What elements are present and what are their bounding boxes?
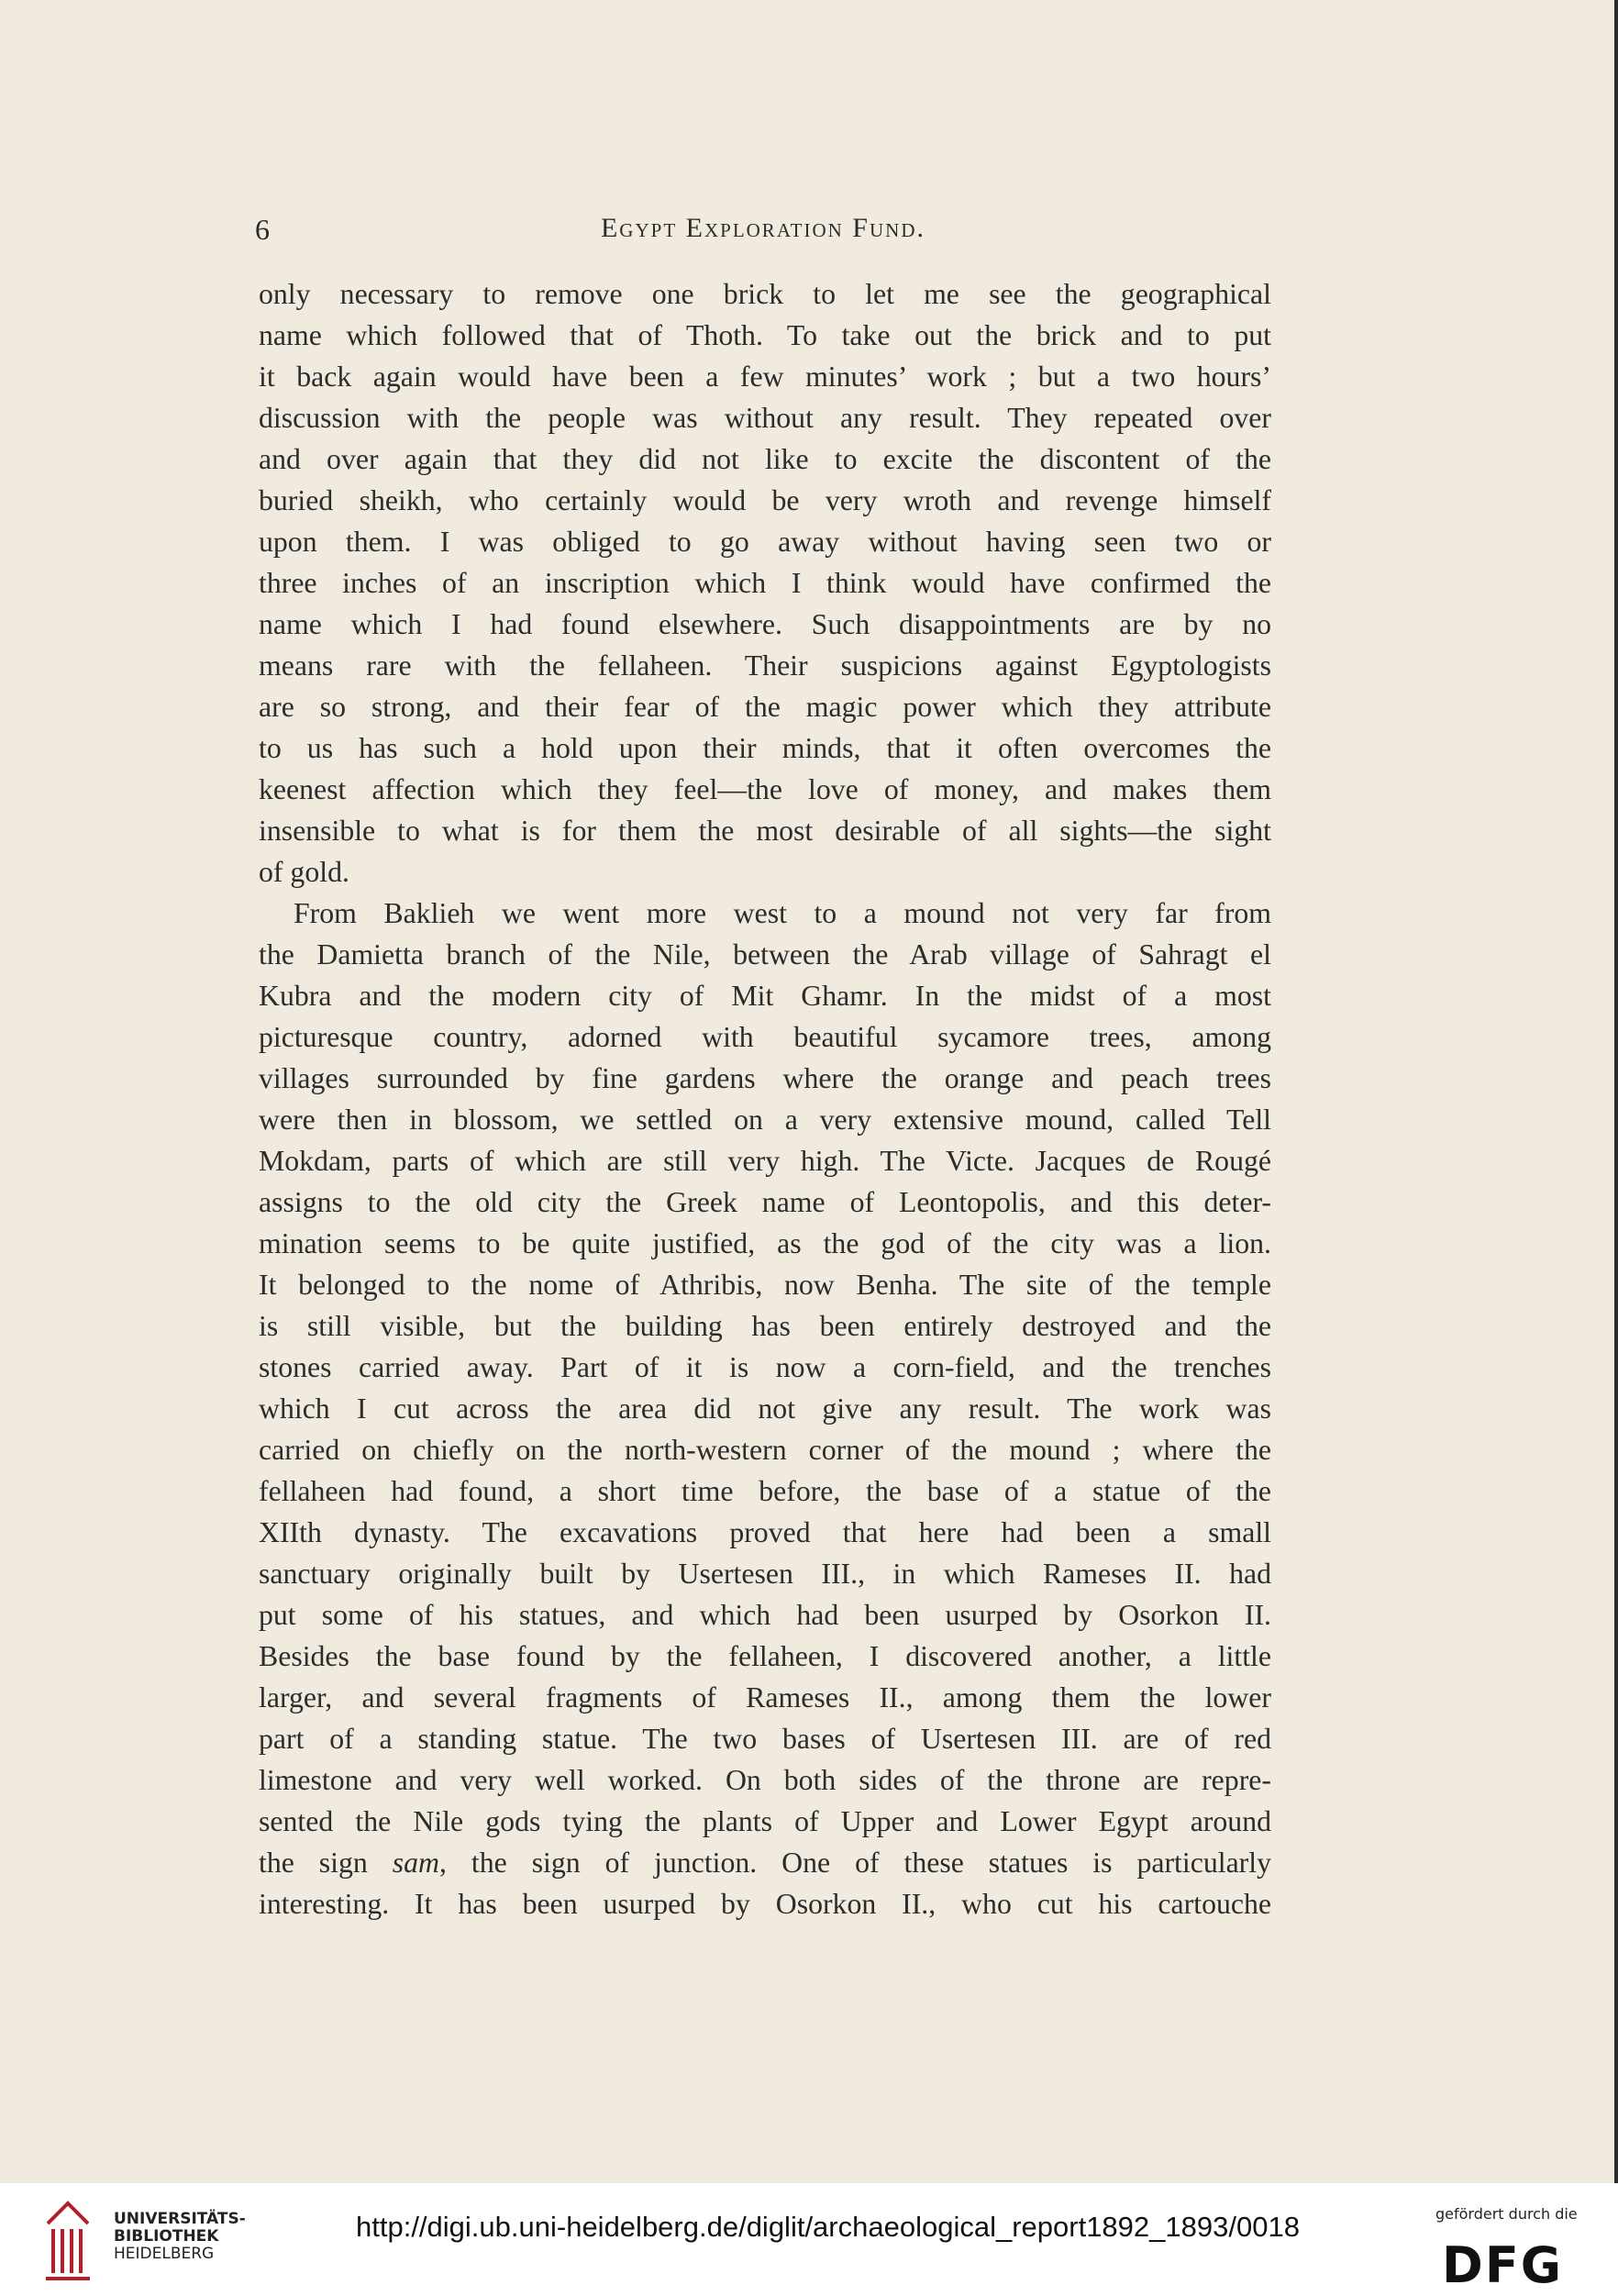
text-line: the Damietta branch of the Nile, between the Arab village of Sahragt el [259, 938, 1271, 971]
text-line: picturesque country, adorned with beautiful sycamore trees, among [259, 1021, 1271, 1053]
text-line: name which I had found elsewhere. Such disappointments are by no [259, 608, 1271, 640]
text-line: to us has such a hold upon their minds, that it often overcomes the [259, 732, 1271, 764]
text-line: mination seems to be quite justified, as the god of the city was a lion. [259, 1227, 1271, 1259]
text-line [259, 1842, 1271, 1883]
text-line: XIIth dynasty. The excavations proved that here had been a small [259, 1516, 1271, 1548]
dfg-logo: DFG [1442, 2236, 1564, 2294]
text-segment: the sign [259, 1847, 393, 1879]
text-line: sanctuary originally built by Usertesen III., in which Rameses II. had [259, 1558, 1271, 1590]
text-line: part of a standing statue. The two bases of Usertesen III. are of red [259, 1723, 1271, 1755]
text-line: carried on chiefly on the north-western corner of the mound ; where the [259, 1434, 1271, 1466]
text-line: of gold. [259, 856, 349, 888]
text-line: and over again that they did not like to excite the discontent of the [259, 443, 1271, 475]
text-line: put some of his statues, and which had been usurped by Osorkon II. [259, 1599, 1271, 1631]
text-line: keenest affection which they feel—the love of money, and makes them [259, 773, 1271, 805]
text-line: three inches of an inscription which I think would have confirmed the [259, 567, 1271, 599]
italic-word: sam [392, 1847, 439, 1879]
text-line: upon them. I was obliged to go away without having seen two or [259, 526, 1271, 558]
text-line: villages surrounded by fine gardens where the orange and peach trees [259, 1062, 1271, 1094]
text-line: which I cut across the area did not give any result. The work was [259, 1392, 1271, 1425]
page-number: 6 [255, 213, 270, 246]
text-line: interesting. It has been usurped by Osorkon II., who cut his cartouche [259, 1888, 1271, 1920]
text-line: only necessary to remove one brick to let me see the geographical [259, 278, 1271, 310]
text-line: assigns to the old city the Greek name of Leontopolis, and this deter- [259, 1186, 1271, 1218]
text-line: larger, and several fragments of Rameses II., among them the lower [259, 1681, 1271, 1714]
sponsor-text: gefördert durch die [1435, 2205, 1578, 2223]
body-text [259, 273, 1271, 1924]
text-line: From Baklieh we went more west to a mound not very far from [294, 897, 1271, 929]
text-line: name which followed that of Thoth. To take out the brick and to put [259, 319, 1271, 351]
permalink-url[interactable]: http://digi.ub.uni-heidelberg.de/diglit/archaeological_report1892_1893/0018 [356, 2211, 1300, 2243]
library-columns-icon [40, 2196, 95, 2284]
text-line: limestone and very well worked. On both sides of the throne are repre- [259, 1764, 1271, 1796]
text-line: were then in blossom, we settled on a very extensive mound, called Tell [259, 1104, 1271, 1136]
library-name-line: BIBLIOTHEK [114, 2227, 219, 2246]
running-header [255, 213, 1271, 250]
text-line: Besides the base found by the fellaheen, I discovered another, a little [259, 1640, 1271, 1672]
text-line: Kubra and the modern city of Mit Ghamr. In the midst of a most [259, 980, 1271, 1012]
text-line: means rare with the fellaheen. Their suspicions against Egyptologists [259, 649, 1271, 682]
text-line: sented the Nile gods tying the plants of Upper and Lower Egypt around [259, 1805, 1271, 1837]
library-name-line: HEIDELBERG [114, 2245, 215, 2263]
text-line: it back again would have been a few minutes’ work ; but a two hours’ [259, 360, 1271, 393]
text-line: insensible to what is for them the most desirable of all sights—the sight [259, 815, 1271, 847]
running-title: Egypt Exploration Fund. [600, 213, 925, 243]
text-line: Mokdam, parts of which are still very high. The Victe. Jacques de Rougé [259, 1145, 1271, 1177]
library-name-line: UNIVERSITÄTS- [114, 2210, 246, 2228]
library-name [114, 2211, 246, 2263]
text-line: is still visible, but the building has been entirely destroyed and the [259, 1310, 1271, 1342]
text-line: discussion with the people was without any result. They repeated over [259, 402, 1271, 434]
text-line: fellaheen had found, a short time before, the base of a statue of the [259, 1475, 1271, 1507]
text-segment: , the sign of junction. One of these statues is particularly [439, 1847, 1272, 1879]
text-line: buried sheikh, who certainly would be very wroth and revenge himself [259, 484, 1271, 516]
text-line: are so strong, and their fear of the magic power which they attribute [259, 691, 1271, 723]
text-line: stones carried away. Part of it is now a corn-field, and the trenches [259, 1351, 1271, 1383]
text-line: It belonged to the nome of Athribis, now Benha. The site of the temple [259, 1269, 1271, 1301]
footer-bar [0, 2183, 1618, 2296]
